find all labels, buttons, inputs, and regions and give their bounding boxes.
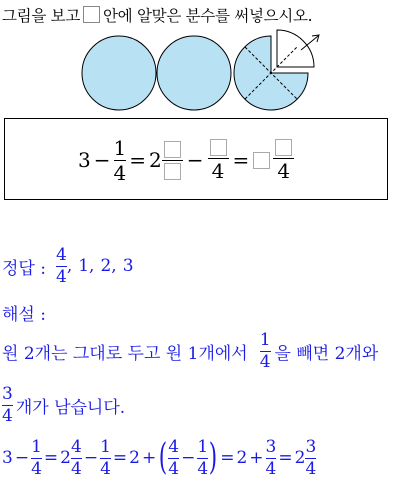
blank-fraction-2: 4 [208, 139, 229, 181]
blank-box [83, 6, 100, 23]
blank-box[interactable] [275, 139, 292, 156]
blank-fraction-3: 4 [273, 139, 294, 181]
instruction [2, 4, 312, 26]
blank-box[interactable] [210, 139, 227, 156]
fraction-1-4: $\frac{1}{4}$ [113, 135, 127, 185]
explanation-fraction-2: $\frac{3}{4}$ [2, 383, 13, 426]
equation: 3 − $\frac{1}{4}$ = 2 − 4 = 4 [78, 132, 294, 188]
blank-box[interactable] [164, 141, 181, 158]
circle-2 [157, 36, 231, 110]
blank-whole[interactable] [253, 152, 270, 169]
instruction-after: 안에 알맞은 분수를 써넣으시오. [103, 7, 313, 25]
explanation-line-2: $\frac{3}{4}$ 개가 남습니다. [2, 383, 126, 426]
blank-fraction-1 [162, 141, 183, 180]
circle-1 [82, 36, 156, 110]
explanation-fraction-1: $\frac{1}{4}$ [259, 329, 271, 372]
final-equation: 3 − $\frac{1}{4}$ = 2 $\frac{4}{4}$ − $\frac{1}{4}$ = 2 + ( $\frac{4}{4}$ − $\frac{1}{4}$ ) = 2 + $\frac{3}{4}$ = 2 $\frac{3}{4}$ [2, 436, 317, 479]
explanation-line-1: 원 2개는 그대로 두고 원 1개에서 $\frac{1}{4}$ 을 빼면 2개와 [2, 329, 379, 372]
answer-line: 정답 : $\frac{4}{4}$ , 1 , 2 , 3 [2, 244, 134, 287]
explanation-label: 해설 : [2, 305, 46, 325]
instruction-before: 그림을 보고 [2, 7, 80, 25]
answer-fraction: $\frac{4}{4}$ [55, 244, 67, 287]
blank-box[interactable] [164, 163, 181, 180]
circles-figure [0, 28, 400, 118]
